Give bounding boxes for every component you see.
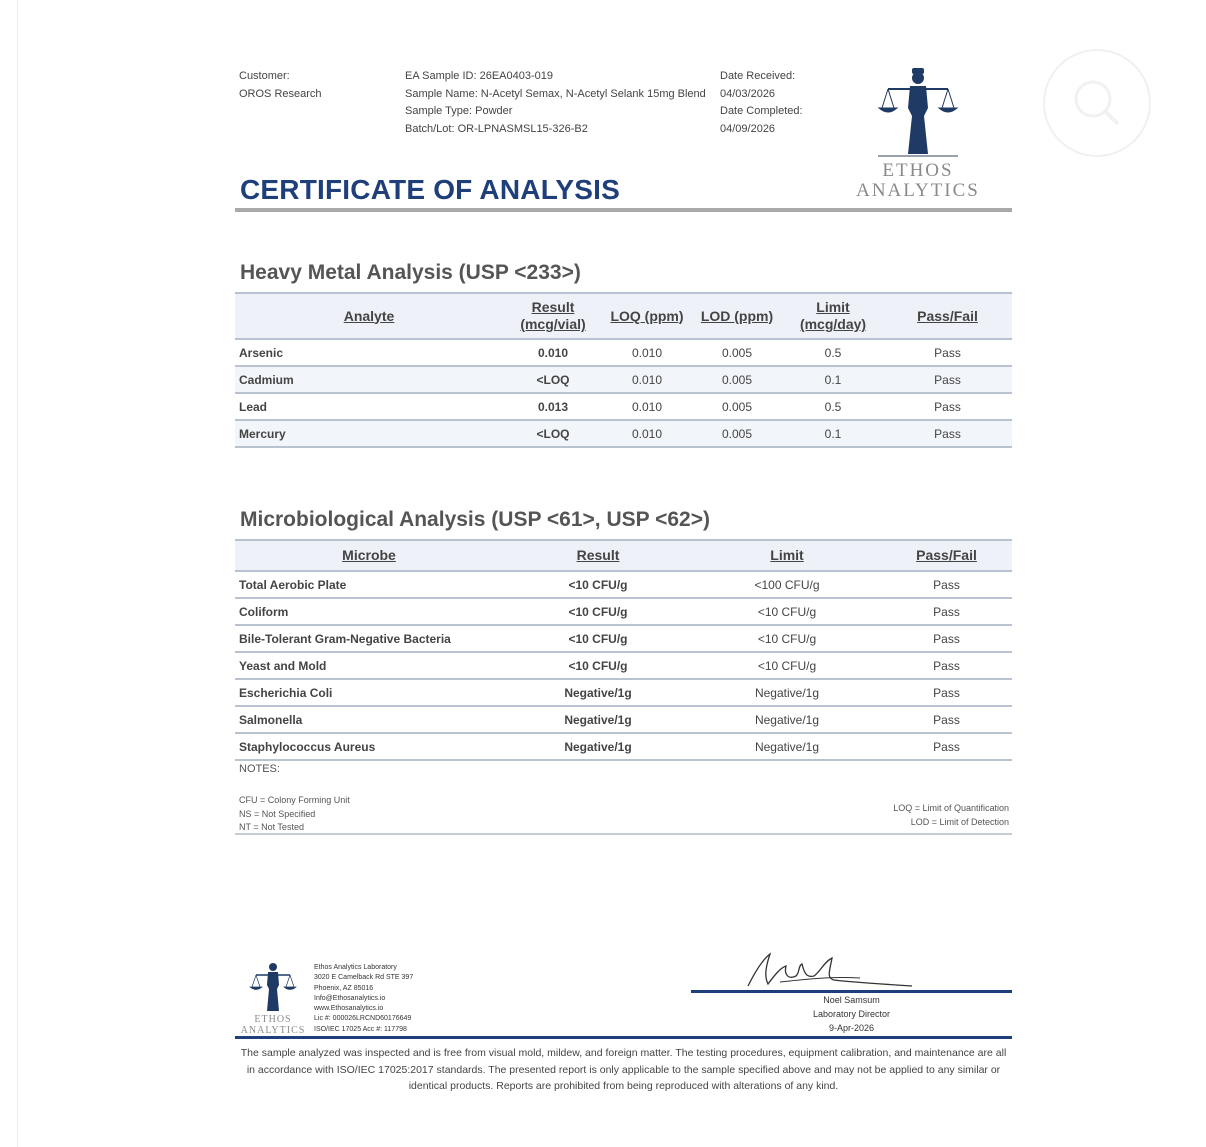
result-cell: 0.010 bbox=[503, 339, 603, 366]
signature-line bbox=[691, 990, 1012, 993]
footer-logo bbox=[236, 961, 310, 1037]
sign-date: 9-Apr-2026 bbox=[828, 1023, 875, 1033]
col-result: Result bbox=[503, 540, 693, 571]
microbe-cell: Escherichia Coli bbox=[235, 679, 503, 706]
limit-cell: <10 CFU/g bbox=[693, 652, 881, 679]
dates-block bbox=[720, 68, 803, 138]
lab-line: Lic #: 000026LRCND60176649 bbox=[314, 1015, 412, 1023]
sample-type: Sample Type: Powder bbox=[405, 105, 513, 117]
col-limit-line1: Limit bbox=[816, 299, 850, 315]
sample-block bbox=[405, 68, 706, 138]
note-item: LOD = Limit of Detection bbox=[910, 816, 1009, 827]
batch-lot: Batch/Lot: OR-LPNASMSL15-326-B2 bbox=[405, 122, 588, 135]
search-icon bbox=[1045, 51, 1149, 155]
lod-cell: 0.005 bbox=[691, 366, 783, 393]
table-row bbox=[235, 733, 1012, 760]
logo-line2: ANALYTICS bbox=[856, 180, 980, 201]
micro-table bbox=[235, 539, 1012, 761]
date-completed: 04/09/2026 bbox=[720, 122, 776, 135]
col-passfail: Pass/Fail bbox=[881, 540, 1012, 571]
passfail-cell: Pass bbox=[883, 366, 1012, 393]
col-analyte: Analyte bbox=[235, 293, 503, 339]
passfail-cell: Pass bbox=[881, 571, 1012, 598]
note-item: NT = Not Tested bbox=[239, 822, 304, 832]
footer-logo-line2: ANALYTICS bbox=[240, 1025, 306, 1036]
passfail-cell: Pass bbox=[883, 420, 1012, 447]
result-cell: <10 CFU/g bbox=[503, 625, 693, 652]
lab-email[interactable]: Info@Ethosanalytics.io bbox=[314, 994, 386, 1002]
lab-line: Phoenix, AZ 85016 bbox=[314, 984, 374, 992]
table-row bbox=[235, 420, 1012, 447]
passfail-cell: Pass bbox=[883, 339, 1012, 366]
result-cell: Negative/1g bbox=[503, 679, 693, 706]
scales-of-justice-icon bbox=[848, 64, 988, 160]
col-loq: LOQ (ppm) bbox=[603, 293, 691, 339]
disclaimer-text: The sample analyzed was inspected and is free from visual mold, mildew, and foreign matter. The testing procedures, equipment calibration, and maintenance are all in accordance with ISO/IEC 17025:2017 standards. The presented report is only applicable to the sample specified above and may not be applied to any similar or identical products. Reports are prohibited from being reproduced with alterations of any kind. bbox=[240, 1047, 1007, 1092]
result-cell: <LOQ bbox=[503, 420, 603, 447]
analyte-cell: Mercury bbox=[235, 420, 503, 447]
result-cell: 0.013 bbox=[503, 393, 603, 420]
lab-info bbox=[314, 963, 413, 1035]
notes-left bbox=[239, 794, 350, 835]
passfail-cell: Pass bbox=[881, 679, 1012, 706]
limit-cell: <10 CFU/g bbox=[693, 598, 881, 625]
lab-line: Ethos Analytics Laboratory bbox=[314, 964, 397, 971]
customer-block bbox=[239, 68, 322, 103]
footer-logo-line1: ETHOS bbox=[254, 1014, 292, 1025]
logo-line1: ETHOS bbox=[882, 160, 954, 181]
microbe-cell: Total Aerobic Plate bbox=[235, 571, 503, 598]
result-cell: <10 CFU/g bbox=[503, 598, 693, 625]
signer-name: Noel Samsum bbox=[823, 995, 880, 1005]
col-lod: LOD (ppm) bbox=[691, 293, 783, 339]
limit-cell: 0.1 bbox=[783, 366, 883, 393]
footer-divider bbox=[235, 1036, 1012, 1039]
limit-cell: Negative/1g bbox=[693, 733, 881, 760]
scales-of-justice-icon bbox=[236, 961, 310, 1013]
passfail-cell: Pass bbox=[881, 706, 1012, 733]
notes-divider bbox=[235, 833, 1012, 835]
col-result-line1: Result bbox=[531, 299, 575, 315]
col-passfail: Pass/Fail bbox=[883, 293, 1012, 339]
result-cell: <10 CFU/g bbox=[503, 571, 693, 598]
note-item: LOQ = Limit of Quantification bbox=[893, 803, 1009, 813]
notes-right bbox=[893, 802, 1009, 829]
date-received-label: Date Received: bbox=[720, 70, 796, 82]
table-row bbox=[235, 598, 1012, 625]
date-completed-label: Date Completed: bbox=[720, 105, 803, 117]
microbe-cell: Bile-Tolerant Gram-Negative Bacteria bbox=[235, 625, 503, 652]
table-row bbox=[235, 571, 1012, 598]
table-row bbox=[235, 679, 1012, 706]
lab-website[interactable]: www.Ethosanalytics.io bbox=[314, 1005, 384, 1013]
col-limit bbox=[783, 293, 883, 339]
limit-cell: 0.5 bbox=[783, 393, 883, 420]
col-result-line2: (mcg/vial) bbox=[520, 316, 586, 332]
limit-cell: <10 CFU/g bbox=[693, 625, 881, 652]
passfail-cell: Pass bbox=[881, 733, 1012, 760]
result-cell: Negative/1g bbox=[503, 706, 693, 733]
lod-cell: 0.005 bbox=[691, 339, 783, 366]
limit-cell: 0.1 bbox=[783, 420, 883, 447]
microbe-cell: Salmonella bbox=[235, 706, 503, 733]
loq-cell: 0.010 bbox=[603, 366, 691, 393]
customer-value: OROS Research bbox=[239, 87, 322, 100]
passfail-cell: Pass bbox=[881, 625, 1012, 652]
micro-title: Microbiological Analysis (USP <61>, USP <62>) bbox=[240, 508, 710, 531]
col-limit-line2: (mcg/day) bbox=[799, 316, 867, 332]
table-row bbox=[235, 366, 1012, 393]
table-row bbox=[235, 706, 1012, 733]
signature-image bbox=[740, 946, 920, 992]
signer-title: Laboratory Director bbox=[812, 1009, 891, 1019]
sample-id: EA Sample ID: 26EA0403-019 bbox=[405, 70, 553, 82]
lab-line: 3020 E Camelback Rd STE 397 bbox=[314, 974, 414, 982]
microbe-cell: Coliform bbox=[235, 598, 503, 625]
lab-line: ISO/IEC 17025 Acc #: 117798 bbox=[314, 1025, 407, 1033]
heavy-metal-table bbox=[235, 292, 1012, 448]
microbe-cell: Yeast and Mold bbox=[235, 652, 503, 679]
passfail-cell: Pass bbox=[883, 393, 1012, 420]
zoom-button[interactable] bbox=[1043, 49, 1151, 157]
lod-cell: 0.005 bbox=[691, 420, 783, 447]
analyte-cell: Cadmium bbox=[235, 366, 503, 393]
result-cell: <LOQ bbox=[503, 366, 603, 393]
analyte-cell: Lead bbox=[235, 393, 503, 420]
ethos-logo bbox=[848, 64, 988, 204]
table-row bbox=[235, 393, 1012, 420]
table-row bbox=[235, 652, 1012, 679]
table-row bbox=[235, 625, 1012, 652]
loq-cell: 0.010 bbox=[603, 393, 691, 420]
limit-cell: Negative/1g bbox=[693, 706, 881, 733]
note-item: NS = Not Specified bbox=[239, 808, 316, 819]
result-cell: <10 CFU/g bbox=[503, 652, 693, 679]
heavy-metal-title: Heavy Metal Analysis (USP <233>) bbox=[240, 261, 581, 284]
microbe-cell: Staphylococcus Aureus bbox=[235, 733, 503, 760]
col-limit: Limit bbox=[693, 540, 881, 571]
result-cell: Negative/1g bbox=[503, 733, 693, 760]
note-item: CFU = Colony Forming Unit bbox=[239, 795, 350, 805]
passfail-cell: Pass bbox=[881, 652, 1012, 679]
col-microbe: Microbe bbox=[235, 540, 503, 571]
sample-name: Sample Name: N-Acetyl Semax, N-Acetyl Selank 15mg Blend bbox=[405, 87, 706, 100]
loq-cell: 0.010 bbox=[603, 339, 691, 366]
date-received: 04/03/2026 bbox=[720, 87, 776, 100]
title-divider bbox=[235, 208, 1012, 212]
loq-cell: 0.010 bbox=[603, 420, 691, 447]
col-result bbox=[503, 293, 603, 339]
passfail-cell: Pass bbox=[881, 598, 1012, 625]
analyte-cell: Arsenic bbox=[235, 339, 503, 366]
customer-label: Customer: bbox=[239, 70, 290, 82]
table-row bbox=[235, 339, 1012, 366]
notes-label: NOTES: bbox=[239, 763, 280, 775]
limit-cell: <100 CFU/g bbox=[693, 571, 881, 598]
lod-cell: 0.005 bbox=[691, 393, 783, 420]
limit-cell: 0.5 bbox=[783, 339, 883, 366]
limit-cell: Negative/1g bbox=[693, 679, 881, 706]
document-title: CERTIFICATE OF ANALYSIS bbox=[240, 174, 621, 205]
